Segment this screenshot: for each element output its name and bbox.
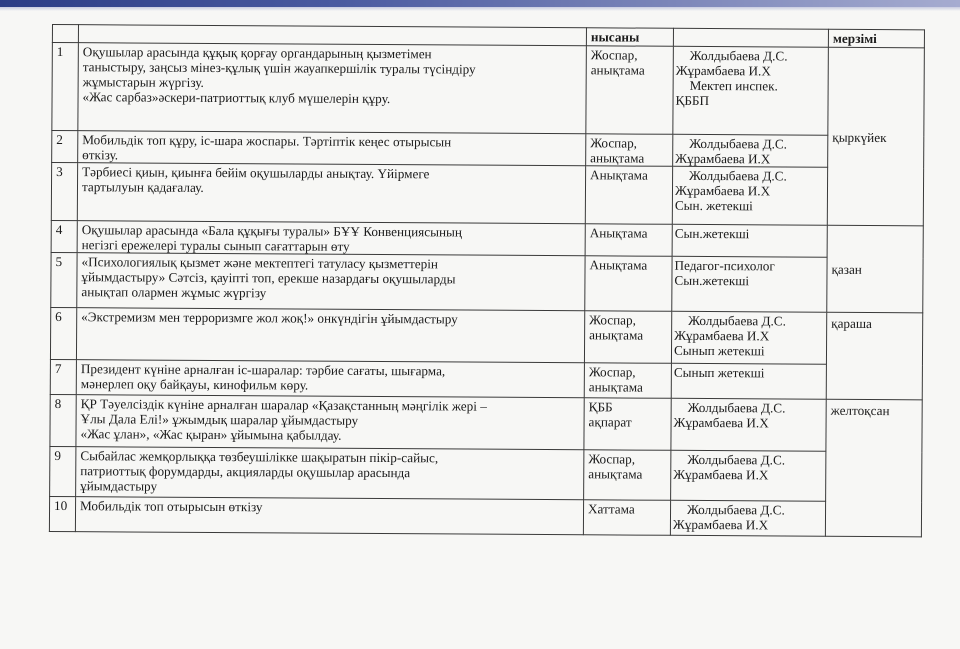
responsible-cell bbox=[671, 398, 826, 451]
event-cell-line: Ұлы Дала Елі!» ұжымдық шаралар ұйымдастыру bbox=[80, 411, 359, 428]
table-row bbox=[52, 43, 925, 136]
form-cell-line: Хаттама bbox=[588, 501, 635, 517]
responsible-cell bbox=[672, 256, 827, 312]
form-cell-line: Жоспар, bbox=[590, 135, 638, 151]
responsible-cell-line: Жұрамбаева И.Х bbox=[674, 182, 771, 199]
form-cell-line: Анықтама bbox=[590, 167, 648, 183]
scan-top-shadow bbox=[0, 7, 960, 11]
responsible-cell-line: Жұрамбаева И.Х bbox=[673, 466, 769, 483]
responsible-cell-line: Жұрамбаева И.Х bbox=[675, 62, 771, 79]
row-number: 9 bbox=[50, 446, 76, 496]
responsible-cell-line: Жолдыбаева Д.С. bbox=[689, 167, 787, 184]
event-cell-line: тартылуын қадағалау. bbox=[81, 179, 204, 195]
responsible-cell-line: Сын.жетекші bbox=[674, 225, 750, 242]
responsible-cell-line: Педагог-психолог bbox=[674, 257, 775, 274]
responsible-cell-line: Жұрамбаева И.Х bbox=[675, 150, 771, 167]
responsible-cell bbox=[673, 134, 828, 167]
event-cell-line: ұйымдастыру bbox=[80, 478, 158, 494]
form-cell-line: анықтама bbox=[588, 466, 643, 482]
row-number: 7 bbox=[50, 359, 76, 394]
form-cell bbox=[583, 500, 670, 536]
table-row bbox=[52, 131, 924, 168]
table-row bbox=[49, 496, 921, 536]
event-cell-line: патриоттық форумдарды, акцияларды оқушылар арасында bbox=[80, 463, 411, 481]
header-responsible bbox=[673, 28, 828, 47]
responsible-cell bbox=[672, 224, 827, 257]
row-number: 4 bbox=[51, 220, 77, 252]
row-number: 6 bbox=[50, 307, 76, 359]
form-cell bbox=[585, 166, 672, 225]
header-num bbox=[52, 25, 78, 43]
event-cell-line: жұмыстарын жүргізу. bbox=[82, 74, 204, 90]
table-body bbox=[49, 43, 924, 537]
form-cell-line: Жоспар, bbox=[589, 312, 636, 328]
row-number: 1 bbox=[52, 43, 79, 131]
table-row bbox=[50, 359, 922, 399]
document-page bbox=[49, 24, 925, 537]
plan-table bbox=[49, 24, 925, 537]
responsible-cell bbox=[671, 311, 826, 364]
table-row bbox=[51, 252, 923, 312]
responsible-cell-line: Жолдыбаева Д.С. bbox=[689, 47, 788, 64]
event-cell-line: «Экстремизм мен терроризмге жол жоқ!» онкүндігін ұйымдастыру bbox=[81, 309, 458, 327]
form-cell bbox=[584, 363, 671, 399]
form-cell-line: Анықтама bbox=[589, 225, 648, 241]
event-cell-line: Тәрбиесі қиын, қиынға бейім оқушыларды анықтау. Үйірмеге bbox=[82, 164, 430, 182]
deadline-cell-november: қараша bbox=[826, 312, 923, 400]
event-cell-line: ұйымдастыру» Сәтсіз, қауіпті топ, ерекше назардағы оқушыларды bbox=[81, 269, 456, 287]
deadline-cell-october: қазан bbox=[827, 225, 924, 313]
table-row bbox=[51, 220, 923, 257]
form-cell-line: анықтама bbox=[590, 62, 645, 78]
table-row bbox=[50, 394, 922, 451]
form-cell bbox=[586, 134, 673, 167]
event-cell bbox=[77, 253, 585, 311]
event-cell-line: негізгі ережелері туралы сынып сағаттарын өту bbox=[81, 237, 350, 254]
event-cell-line: ҚР Тәуелсіздік күніне арналған шаралар «Қазақстанның мәңгілік жері – bbox=[80, 396, 487, 414]
row-number: 3 bbox=[51, 163, 77, 221]
responsible-cell bbox=[671, 450, 826, 501]
form-cell-line: Жоспар, bbox=[588, 451, 636, 467]
event-cell-line: таныстыру, заңсыз мінез-құлық үшін жауапкершілік туралы түсіндіру bbox=[82, 59, 476, 77]
form-cell-line: ҚББ bbox=[588, 399, 613, 415]
responsible-cell-line: Жолдыбаева Д.С. bbox=[687, 399, 786, 416]
form-cell bbox=[584, 311, 671, 364]
responsible-cell bbox=[671, 363, 826, 399]
form-cell bbox=[584, 398, 671, 451]
form-cell-line: ақпарат bbox=[588, 414, 632, 430]
header-deadline: мерзімі bbox=[828, 29, 924, 48]
header-form: нысаны bbox=[586, 28, 673, 47]
form-cell-line: Жоспар, bbox=[588, 364, 636, 380]
event-cell-line: «Психологиялық қызмет және мектептегі татуласу қызметтерін bbox=[81, 254, 439, 272]
form-cell bbox=[585, 256, 672, 312]
table-row bbox=[50, 307, 922, 364]
responsible-cell-line: Жолдыбаева Д.С. bbox=[687, 451, 786, 468]
responsible-cell-line: Сын. жетекші bbox=[674, 197, 753, 214]
deadline-cell-september: қыркүйек bbox=[827, 47, 924, 226]
event-cell-line: Сыбайлас жемқорлыққа төзбеушілікке шақыратын пікір-сайыс, bbox=[80, 448, 439, 466]
form-cell-line: Жоспар, bbox=[590, 47, 638, 63]
responsible-cell-line: Сынып жетекші bbox=[673, 342, 765, 359]
deadline-cell-december: желтоқсан bbox=[825, 399, 922, 537]
responsible-cell bbox=[672, 166, 827, 225]
table-row bbox=[50, 446, 922, 501]
responsible-cell-line: Сынып жетекші bbox=[673, 364, 765, 381]
event-cell-line: Президент күніне арналған іс-шаралар: тәрбие сағаты, шығарма, bbox=[80, 361, 446, 379]
responsible-cell-line: ҚББП bbox=[675, 92, 710, 109]
responsible-cell-line: Мектеп инспек. bbox=[689, 77, 778, 94]
table-row bbox=[51, 163, 923, 226]
event-cell-line: мәнерлеп оқу байқауы, кинофильм көру. bbox=[80, 376, 309, 393]
responsible-cell bbox=[670, 500, 825, 536]
event-cell-line: өткізу. bbox=[82, 147, 119, 163]
event-cell bbox=[78, 131, 586, 166]
event-cell bbox=[76, 360, 584, 398]
form-cell bbox=[585, 224, 672, 257]
scan-top-band bbox=[0, 0, 960, 7]
event-cell bbox=[77, 221, 585, 256]
event-cell bbox=[76, 308, 584, 363]
responsible-cell bbox=[673, 46, 829, 135]
event-cell-line: «Жас сарбаз»әскери-патриоттық клуб мүшелерін құру. bbox=[82, 89, 391, 107]
form-cell bbox=[586, 46, 674, 135]
event-cell bbox=[75, 497, 583, 535]
responsible-cell-line: Сын.жетекші bbox=[674, 272, 750, 289]
event-cell bbox=[77, 163, 585, 224]
responsible-cell-line: Жолдыбаева Д.С. bbox=[687, 501, 785, 518]
form-cell-line: анықтама bbox=[588, 379, 643, 395]
event-cell-line: «Жас ұлан», «Жас қыран» ұйымына қабылдау. bbox=[80, 426, 342, 443]
row-number: 2 bbox=[52, 131, 78, 163]
row-number: 8 bbox=[50, 394, 76, 446]
responsible-cell-line: Жолдыбаева Д.С. bbox=[689, 135, 788, 152]
form-cell-line: Анықтама bbox=[589, 257, 648, 273]
event-cell-line: Оқушылар арасында құқық қорғау органдарының қызметімен bbox=[82, 44, 432, 62]
event-cell bbox=[78, 43, 587, 134]
responsible-cell-line: Жұрамбаева И.Х bbox=[674, 327, 770, 344]
responsible-cell-line: Жұрамбаева И.Х bbox=[672, 516, 769, 533]
event-cell-line: анықтап олармен жұмыс жүргізу bbox=[81, 284, 267, 301]
event-cell-line: Мобильдік топ құру, іс-шара жоспары. Тәртіптік кеңес отырысын bbox=[82, 132, 452, 150]
event-cell-line: Оқушылар арасында «Бала құқығы туралы» БҰҰ Конвенциясының bbox=[81, 222, 463, 240]
responsible-cell-line: Жұрамбаева И.Х bbox=[673, 414, 769, 431]
event-cell-line: Мобильдік топ отырысын өткізу bbox=[80, 498, 263, 515]
event-cell bbox=[76, 447, 584, 500]
form-cell-line: анықтама bbox=[590, 150, 645, 166]
form-cell bbox=[584, 450, 671, 501]
form-cell-line: анықтама bbox=[589, 327, 644, 343]
event-cell bbox=[76, 395, 584, 450]
responsible-cell-line: Жолдыбаева Д.С. bbox=[688, 312, 786, 329]
row-number: 10 bbox=[49, 496, 75, 531]
row-number: 5 bbox=[51, 252, 77, 307]
